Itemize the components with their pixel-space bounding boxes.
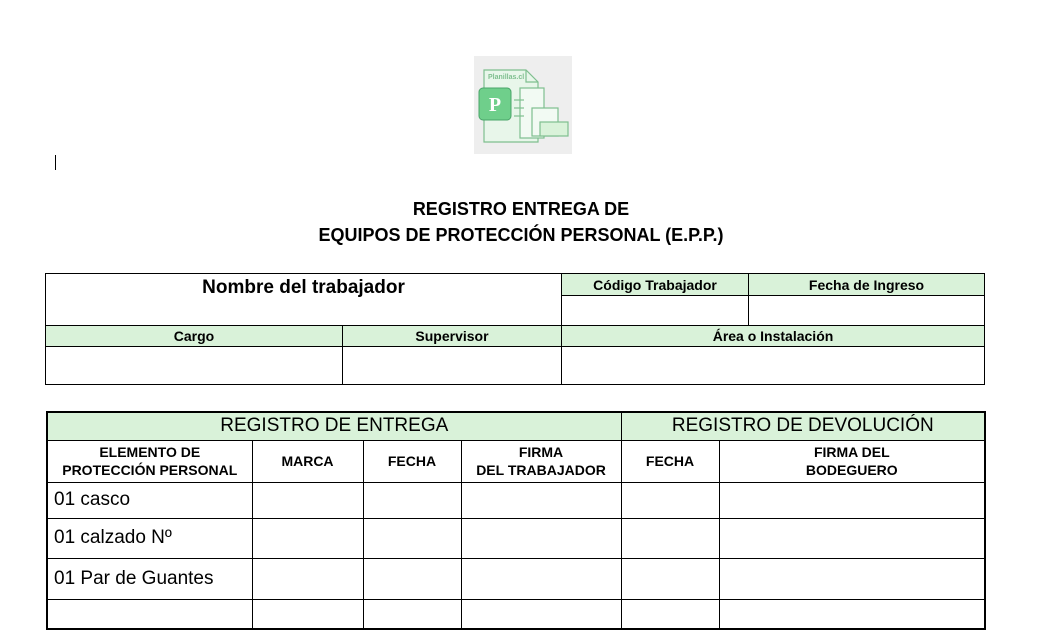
col-header-warehouse-signature-line-1: FIRMA DEL: [813, 444, 890, 460]
position-label: Cargo: [46, 326, 343, 347]
worker-name-cell[interactable]: [46, 274, 562, 326]
area-field[interactable]: [562, 347, 985, 385]
date-field[interactable]: [363, 518, 461, 558]
position-field[interactable]: [46, 347, 343, 385]
table-row: [47, 518, 985, 558]
col-header-worker-signature: [461, 440, 621, 482]
item-name[interactable]: 01 Par de Guantes: [47, 558, 252, 599]
item-name[interactable]: [47, 599, 252, 629]
logo-letter: P: [488, 94, 502, 116]
col-header-element-line-2: PROTECCIÓN PERSONAL: [62, 462, 238, 478]
worker-info-table: [45, 273, 985, 385]
date-field[interactable]: [363, 558, 461, 599]
text-cursor: [55, 155, 56, 170]
worker-code-field[interactable]: [562, 296, 749, 326]
document-stack-icon: [474, 56, 572, 154]
worker-signature-field[interactable]: [461, 518, 621, 558]
worker-name-label: Nombre del trabajador: [202, 277, 405, 298]
document-title-line-1: REGISTRO ENTREGA DE: [412, 199, 630, 219]
warehouse-signature-field[interactable]: [719, 599, 985, 629]
supervisor-label: Supervisor: [343, 326, 562, 347]
brand-field[interactable]: [252, 558, 363, 599]
entry-date-label: Fecha de Ingreso: [749, 274, 985, 296]
warehouse-signature-field[interactable]: [719, 558, 985, 599]
logo-text: Planillas.cl: [488, 74, 525, 81]
col-header-return-date: FECHA: [621, 440, 719, 482]
brand-field[interactable]: [252, 482, 363, 518]
return-date-field[interactable]: [621, 518, 719, 558]
col-header-worker-signature-line-1: FIRMA: [518, 444, 564, 460]
table-row: [47, 599, 985, 629]
return-date-field[interactable]: [621, 558, 719, 599]
brand-field[interactable]: [252, 599, 363, 629]
item-name[interactable]: 01 calzado Nº: [47, 518, 252, 558]
date-field[interactable]: [363, 599, 461, 629]
worker-code-label: Código Trabajador: [562, 274, 749, 296]
col-header-element-line-1: ELEMENTO DE: [99, 444, 201, 460]
return-date-field[interactable]: [621, 599, 719, 629]
col-header-warehouse-signature: [719, 440, 985, 482]
col-header-brand: MARCA: [252, 440, 363, 482]
return-section-title: REGISTRO DE DEVOLUCIÓN: [621, 412, 985, 440]
date-field[interactable]: [363, 482, 461, 518]
epp-register-table: [46, 411, 986, 630]
col-header-warehouse-signature-line-2: BODEGUERO: [805, 462, 898, 478]
planillas-logo: [474, 56, 572, 154]
worker-signature-field[interactable]: [461, 599, 621, 629]
supervisor-field[interactable]: [343, 347, 562, 385]
return-date-field[interactable]: [621, 482, 719, 518]
worker-signature-field[interactable]: [461, 558, 621, 599]
col-header-date: FECHA: [363, 440, 461, 482]
worker-signature-field[interactable]: [461, 482, 621, 518]
area-label: Área o Instalación: [562, 326, 985, 347]
warehouse-signature-field[interactable]: [719, 482, 985, 518]
table-row: [47, 482, 985, 518]
brand-field[interactable]: [252, 518, 363, 558]
col-header-worker-signature-line-2: DEL TRABAJADOR: [476, 462, 606, 478]
warehouse-signature-field[interactable]: [719, 518, 985, 558]
col-header-element: [47, 440, 252, 482]
entry-date-field[interactable]: [749, 296, 985, 326]
item-name[interactable]: 01 casco: [47, 482, 252, 518]
delivery-section-title: REGISTRO DE ENTREGA: [47, 412, 621, 440]
table-row: [47, 558, 985, 599]
document-title-line-2: EQUIPOS DE PROTECCIÓN PERSONAL (E.P.P.): [318, 225, 724, 245]
